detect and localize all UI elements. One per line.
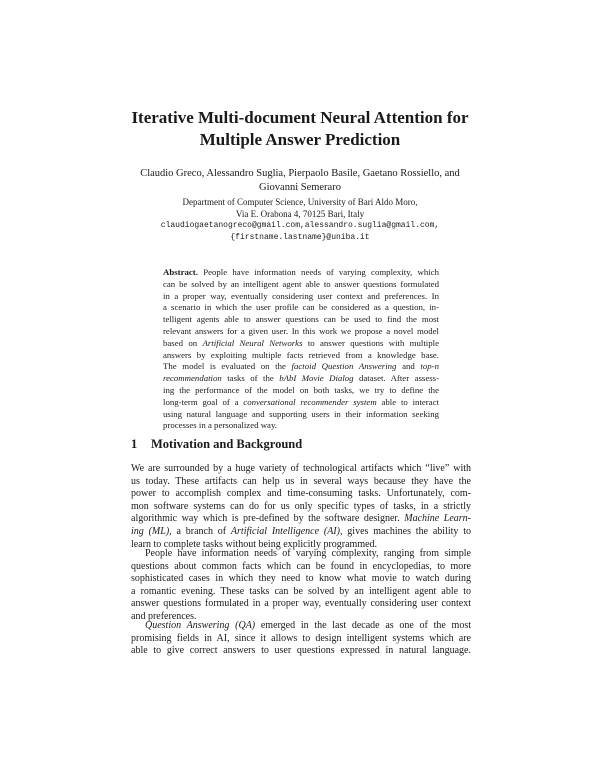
abstract-line: recommendation tasks of the bAbI Movie Dialog dataset. After assess- bbox=[163, 373, 439, 384]
paragraph bbox=[131, 463, 471, 551]
paragraph-line: promising fields in AI, since it allows to design intelligent systems which are bbox=[131, 632, 471, 644]
paragraph-line: We are surrounded by a huge variety of technological artifacts which “live” with bbox=[131, 463, 471, 474]
author-list bbox=[120, 167, 480, 195]
paper-title bbox=[80, 107, 520, 151]
paragraph-line: answer questions formulated in a proper way, eventually considering user context bbox=[131, 598, 471, 610]
abstract-line: relevant answers for a given user. In this work we propose a novel model bbox=[163, 325, 439, 336]
paragraph-line: ing (ML), a branch of Artificial Intelligence (AI), gives machines the ability to bbox=[131, 525, 471, 537]
section-title: Motivation and Background bbox=[151, 437, 303, 451]
email-line: claudiogaetanogreco@gmail.com,alessandro.suglia@gmail.com, bbox=[160, 221, 440, 230]
abstract-line: telligent agents able to answer questions can be used to find the most bbox=[163, 314, 439, 325]
abstract-line: based on Artificial Neural Networks to answer questions with multiple bbox=[163, 337, 439, 348]
affiliation-line: Via E. Orabona 4, 70125 Bari, Italy bbox=[235, 208, 365, 219]
title-line: Iterative Multi-document Neural Attention for bbox=[131, 108, 469, 127]
author-line: Giovanni Semeraro bbox=[259, 182, 341, 193]
paragraph-line: algorithmic way which is pre-defined by the software designer. Machine Learn- bbox=[131, 513, 471, 525]
paragraph-line: and preferences. bbox=[131, 610, 197, 622]
paragraph-line: sophisticated cases in which they need to know what movie to watch during bbox=[131, 573, 471, 585]
affiliation bbox=[120, 197, 480, 243]
author-line: Claudio Greco, Alessandro Suglia, Pierpaolo Basile, Gaetano Rossiello, and bbox=[140, 168, 460, 179]
paragraph-line: Question Answering (QA) emerged in the last decade as one of the most bbox=[145, 620, 471, 631]
abstract-line: using natural language and supporting users in their information seeking bbox=[163, 408, 439, 419]
abstract-line: in a proper way, eventually considering user context and preferences. In bbox=[163, 290, 439, 301]
abstract-label: Abstract. bbox=[163, 267, 198, 277]
abstract-line: Abstract. People have information needs of varying complexity, which bbox=[163, 267, 439, 277]
affiliation-line: Department of Computer Science, University of Bari Aldo Moro, bbox=[182, 197, 418, 207]
email-line: {firstname.lastname}@uniba.it bbox=[230, 232, 370, 242]
section-number: 1 bbox=[131, 437, 138, 451]
paragraph-line: learn to complete tasks without being explicitly programmed. bbox=[131, 538, 378, 550]
abstract-line: a scenario in which the user profile can be considered as a question, in- bbox=[163, 302, 439, 313]
abstract-line: ing the performance of the model on both tasks, we try to define the bbox=[163, 384, 439, 395]
section-heading bbox=[131, 437, 302, 452]
abstract-line: can be solved by an intelligent agent able to answer questions formulated bbox=[163, 278, 439, 289]
paragraph-line: us today. These artifacts can help us in several ways because they have the bbox=[131, 475, 471, 487]
paragraph bbox=[131, 620, 471, 658]
paragraph-line: a romantic evening. These tasks can be solved by an intelligent agent able to bbox=[131, 585, 471, 597]
paragraph-line: questions about common facts which can be found in encyclopedias, to more bbox=[131, 560, 471, 572]
abstract-line: answers by exploiting multiple facts retrieved from a knowledge base. bbox=[163, 349, 439, 360]
paragraph-line: mon software systems can do for us only specific types of tasks, in a strictly bbox=[131, 500, 471, 512]
abstract-line: The model is evaluated on the factoid Question Answering and top-n bbox=[163, 361, 439, 372]
paragraph bbox=[131, 548, 471, 624]
paragraph-line: People have information needs of varying complexity, ranging from simple bbox=[145, 548, 471, 559]
abstract bbox=[163, 267, 439, 432]
abstract-line: long-term goal of a conversational recommender system able to interact bbox=[163, 396, 439, 407]
paragraph-line: able to give correct answers to user questions expressed in natural language. bbox=[131, 645, 471, 657]
paragraph-line: power to accomplish complex and time-consuming tasks. Unfortunately, com- bbox=[131, 488, 471, 500]
title-line: Multiple Answer Prediction bbox=[199, 130, 401, 149]
abstract-line: processes in a personalized way. bbox=[163, 420, 277, 431]
